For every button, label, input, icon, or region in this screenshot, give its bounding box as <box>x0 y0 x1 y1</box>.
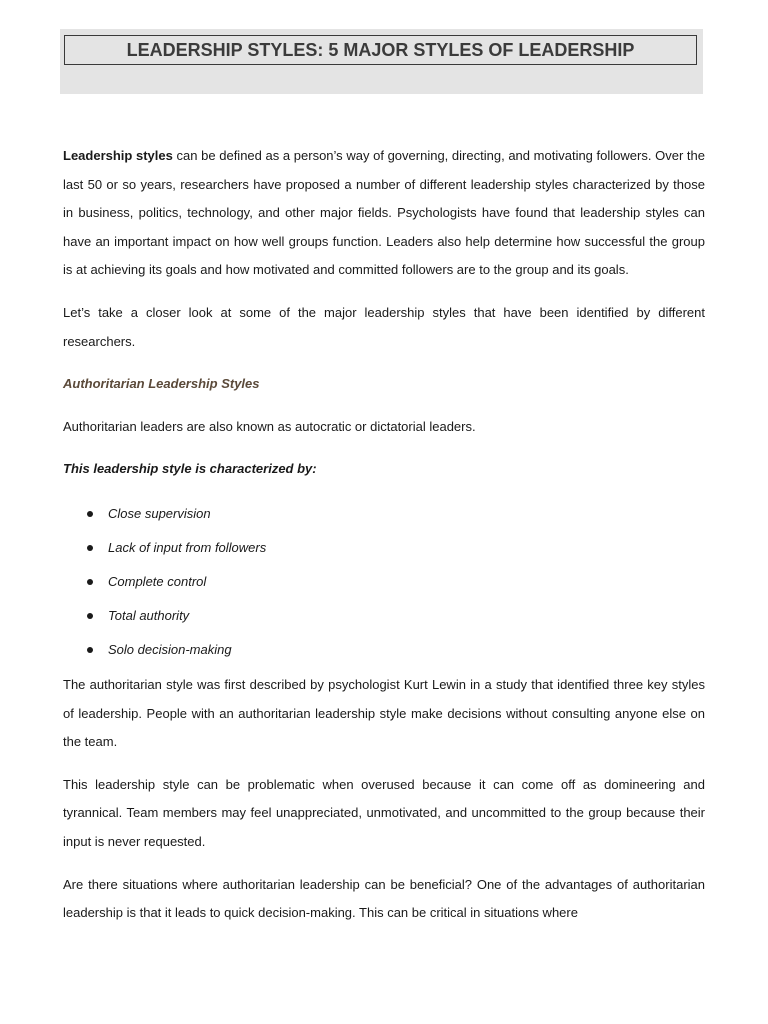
title-band <box>60 29 703 94</box>
list-item: Solo decision-making <box>63 633 705 667</box>
list-item: Close supervision <box>63 497 705 531</box>
page-title: LEADERSHIP STYLES: 5 MAJOR STYLES OF LEADERSHIP <box>126 39 635 60</box>
lewin-paragraph: The authoritarian style was first described by psychologist Kurt Lewin in a study that identified three key styles of leadership. People with an authoritarian leadership style make decisions without consulting anyone else on the team. <box>63 676 705 750</box>
bullet-icon <box>87 647 93 653</box>
characterized-by-label: This leadership style is characterized by: <box>63 461 317 477</box>
closer-look-paragraph: Let’s take a closer look at some of the major leadership styles that have been identified by different researchers. <box>63 304 705 349</box>
intro-paragraph <box>63 142 705 285</box>
intro-lead-term: Leadership styles <box>63 148 173 163</box>
list-item: Complete control <box>63 565 705 599</box>
document-body <box>63 142 705 928</box>
section-heading-authoritarian: Authoritarian Leadership Styles <box>63 376 260 392</box>
authoritarian-intro: Authoritarian leaders are also known as autocratic or dictatorial leaders. <box>63 418 476 434</box>
bullet-icon <box>87 579 93 585</box>
bullet-icon <box>87 613 93 619</box>
intro-text: can be defined as a person’s way of governing, directing, and motivating followers. Over the last 50 or so years, researchers have proposed a number of different leadership styles characterized by those in business, politics, technology, and other major fields. Psychologists have found that leadership styles can have an important impact on how well groups function. Leaders also help determine how successful the group is at achieving its goals and how motivated and committed followers are to the group and its goals. <box>63 148 706 278</box>
characteristics-list <box>63 497 705 667</box>
problematic-paragraph: This leadership style can be problematic when overused because it can come off as domineering and tyrannical. Team members may feel unappreciated, unmotivated, and uncommitted to the group because their input is never requested. <box>63 776 705 849</box>
list-item: Lack of input from followers <box>63 531 705 565</box>
list-item: Total authority <box>63 599 705 633</box>
bullet-icon <box>87 511 93 517</box>
beneficial-paragraph: Are there situations where authoritarian leadership can be beneficial? One of the advantages of authoritarian leadership is that it leads to quick decision-making. This can be critical in situations where <box>63 876 705 921</box>
bullet-icon <box>87 545 93 551</box>
title-box <box>64 35 697 65</box>
